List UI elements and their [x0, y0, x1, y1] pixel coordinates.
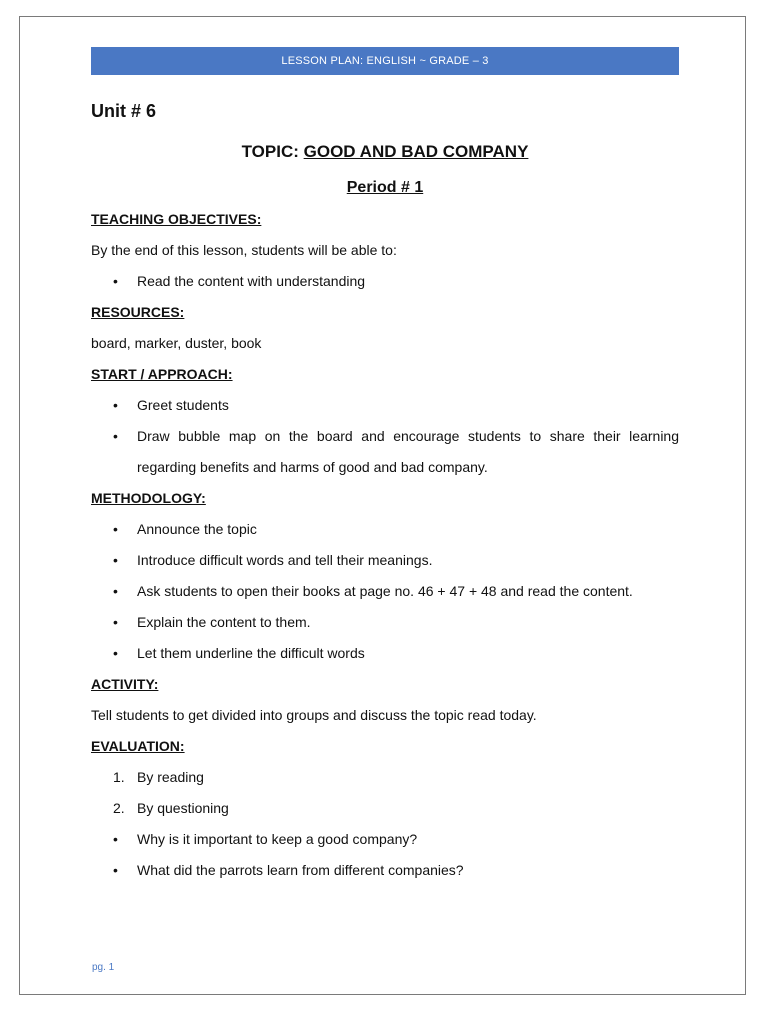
evaluation-question-list [91, 824, 679, 886]
bullet-marker: • [113, 862, 118, 878]
page-number: pg. 1 [92, 962, 115, 973]
bullet-marker: • [113, 521, 118, 537]
objectives-intro: By the end of this lesson, students will be able to: [91, 242, 397, 258]
list-item [91, 762, 679, 793]
methodology-heading: METHODOLOGY: [91, 490, 206, 506]
list-item [91, 545, 679, 576]
list-item-text: What did the parrots learn from different companies? [137, 862, 464, 878]
list-item-text: Why is it important to keep a good company? [137, 831, 418, 847]
evaluation-numbered-list [91, 762, 679, 824]
objectives-list [91, 266, 679, 297]
list-item-text: By questioning [137, 800, 229, 816]
evaluation-heading: EVALUATION: [91, 738, 185, 754]
list-item-text: Ask students to open their books at page no. 46 + 47 + 48 and read the content. [137, 583, 633, 599]
resources-heading: RESOURCES: [91, 304, 185, 320]
list-item-text: Draw bubble map on the board and encourage students to share their learning regarding benefits and harms of good and bad company. [137, 428, 679, 475]
list-item [91, 638, 679, 669]
list-item [91, 855, 679, 886]
activity-heading: ACTIVITY: [91, 676, 159, 692]
list-item [91, 576, 679, 607]
document-page [19, 16, 746, 995]
list-item-text: Announce the topic [137, 521, 257, 537]
list-item [91, 607, 679, 638]
topic-name: GOOD AND BAD COMPANY [303, 142, 529, 161]
bullet-marker: • [113, 831, 118, 847]
page-content [91, 47, 679, 886]
bullet-marker: • [113, 645, 118, 661]
methodology-list [91, 514, 679, 669]
list-item-text: By reading [137, 769, 204, 785]
list-item-text: Let them underline the difficult words [137, 645, 365, 661]
bullet-marker: • [113, 552, 118, 568]
unit-title: Unit # 6 [91, 101, 157, 121]
header-title: LESSON PLAN: ENGLISH ~ GRADE – 3 [281, 55, 489, 67]
list-item-text: Introduce difficult words and tell their meanings. [137, 552, 433, 568]
list-item-text: Read the content with understanding [137, 273, 366, 289]
list-item [91, 793, 679, 824]
start-list [91, 390, 679, 483]
list-number: 1. [113, 769, 125, 785]
list-item-text: Greet students [137, 397, 229, 413]
page-header-bar [91, 47, 679, 75]
objectives-heading: TEACHING OBJECTIVES: [91, 211, 262, 227]
resources-text: board, marker, duster, book [91, 335, 262, 351]
list-number: 2. [113, 800, 125, 816]
bullet-marker: • [113, 273, 118, 289]
topic-prefix: TOPIC: [241, 142, 304, 161]
topic-title [91, 140, 679, 164]
activity-text: Tell students to get divided into groups and discuss the topic read today. [91, 707, 537, 723]
bullet-marker: • [113, 583, 118, 599]
period-title: Period # 1 [346, 179, 424, 196]
bullet-marker: • [113, 614, 118, 630]
bullet-marker: • [113, 428, 118, 444]
list-item [91, 266, 679, 297]
list-item-text: Explain the content to them. [137, 614, 311, 630]
list-item [91, 390, 679, 421]
start-heading: START / APPROACH: [91, 366, 233, 382]
list-item [91, 824, 679, 855]
list-item [91, 514, 679, 545]
bullet-marker: • [113, 397, 118, 413]
list-item [91, 421, 679, 483]
